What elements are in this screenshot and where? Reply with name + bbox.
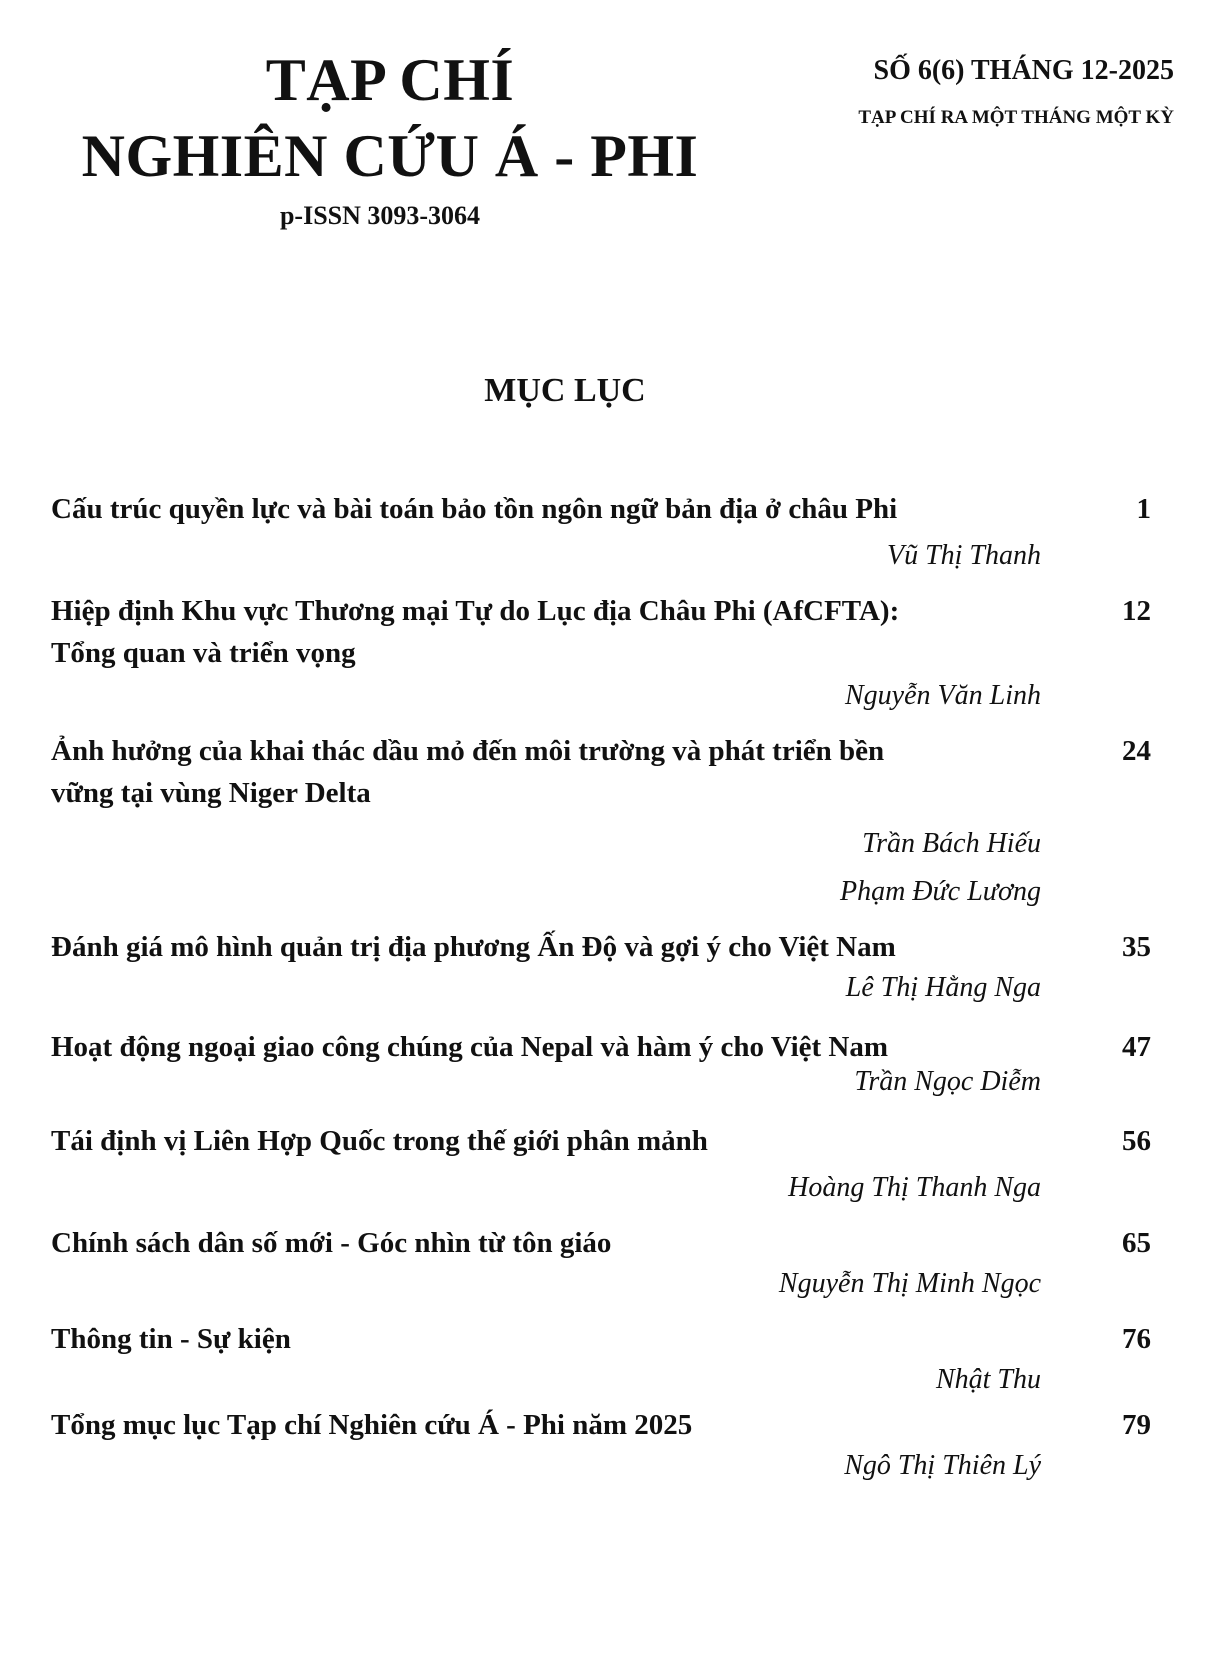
entry-title-line: Ảnh hưởng của khai thác dầu mỏ đến môi trường và phát triển bền [51,735,885,767]
entry-author: Vũ Thị Thanh [886,540,1041,571]
entry-page-number: 12 [1122,595,1151,627]
entry-page-number: 35 [1122,931,1151,963]
entry-page-number: 1 [1136,493,1151,525]
toc-entry[interactable] [51,1222,1151,1304]
entry-title-line: Hiệp định Khu vực Thương mại Tự do Lục địa Châu Phi (AfCFTA): [51,595,900,627]
toc-list [51,488,1151,1486]
entry-page-number: 79 [1122,1409,1151,1441]
entry-title-line: Thông tin - Sự kiện [51,1323,291,1355]
entry-author: Hoàng Thị Thanh Nga [788,1172,1041,1203]
entry-title [51,1404,1041,1446]
issn-number: p-ISSN 3093-3064 [279,201,481,230]
journal-title [40,42,740,194]
entry-page-number: 56 [1122,1125,1151,1157]
entry-title-line: vững tại vùng Niger Delta [51,777,371,809]
entry-title [51,1222,1041,1264]
issue-number: SỐ 6(6) THÁNG 12-2025 [873,55,1174,86]
entry-author: Nguyễn Văn Linh [845,680,1041,711]
entry-title-line: Cấu trúc quyền lực và bài toán bảo tồn ngôn ngữ bản địa ở châu Phi [51,493,898,525]
entry-page-number: 65 [1122,1227,1151,1259]
entry-author: Ngô Thị Thiên Lý [844,1450,1041,1481]
entry-title-line: Chính sách dân số mới - Góc nhìn từ tôn giáo [51,1227,612,1259]
publication-frequency: TẠP CHÍ RA MỘT THÁNG MỘT KỲ [858,107,1174,128]
entry-title [51,488,1041,530]
entry-title [51,730,1041,814]
toc-entry[interactable] [51,488,1151,576]
toc-heading: MỤC LỤC [484,372,646,409]
toc-entry[interactable] [51,1318,1151,1400]
entry-title-line: Hoạt động ngoại giao công chúng của Nepal và hàm ý cho Việt Nam [51,1031,889,1063]
journal-title-line-1: TẠP CHÍ [265,47,515,113]
toc-entry[interactable] [51,1120,1151,1208]
entry-author: Phạm Đức Lương [839,876,1041,907]
entry-title-line: Đánh giá mô hình quản trị địa phương Ấn Độ và gợi ý cho Việt Nam [51,931,896,963]
issue-info [858,54,1174,130]
entry-page-number: 47 [1122,1031,1151,1063]
toc-entry[interactable] [51,730,1151,912]
journal-title-line-2: NGHIÊN CỨU Á - PHI [81,123,699,189]
entry-author: Lê Thị Hằng Nga [845,972,1041,1003]
entry-title-line: Tổng quan và triển vọng [51,637,356,669]
entry-author: Nhật Thu [935,1364,1041,1395]
entry-author: Nguyễn Thị Minh Ngọc [778,1268,1041,1299]
entry-page-number: 76 [1122,1323,1151,1355]
entry-title [51,590,1041,674]
entry-title [51,1120,1041,1162]
entry-page-number: 24 [1122,735,1151,767]
entry-author: Trần Bách Hiếu [862,828,1041,859]
entry-title-line: Tái định vị Liên Hợp Quốc trong thế giới phân mảnh [51,1125,708,1157]
toc-entry[interactable] [51,1404,1151,1486]
entry-title [51,1318,1041,1360]
entry-title-line: Tổng mục lục Tạp chí Nghiên cứu Á - Phi năm 2025 [51,1409,693,1441]
toc-entry[interactable] [51,590,1151,716]
entry-title [51,926,1041,968]
toc-entry[interactable] [51,926,1151,1008]
entry-author: Trần Ngọc Diễm [854,1066,1041,1097]
toc-entry[interactable] [51,1026,1151,1102]
